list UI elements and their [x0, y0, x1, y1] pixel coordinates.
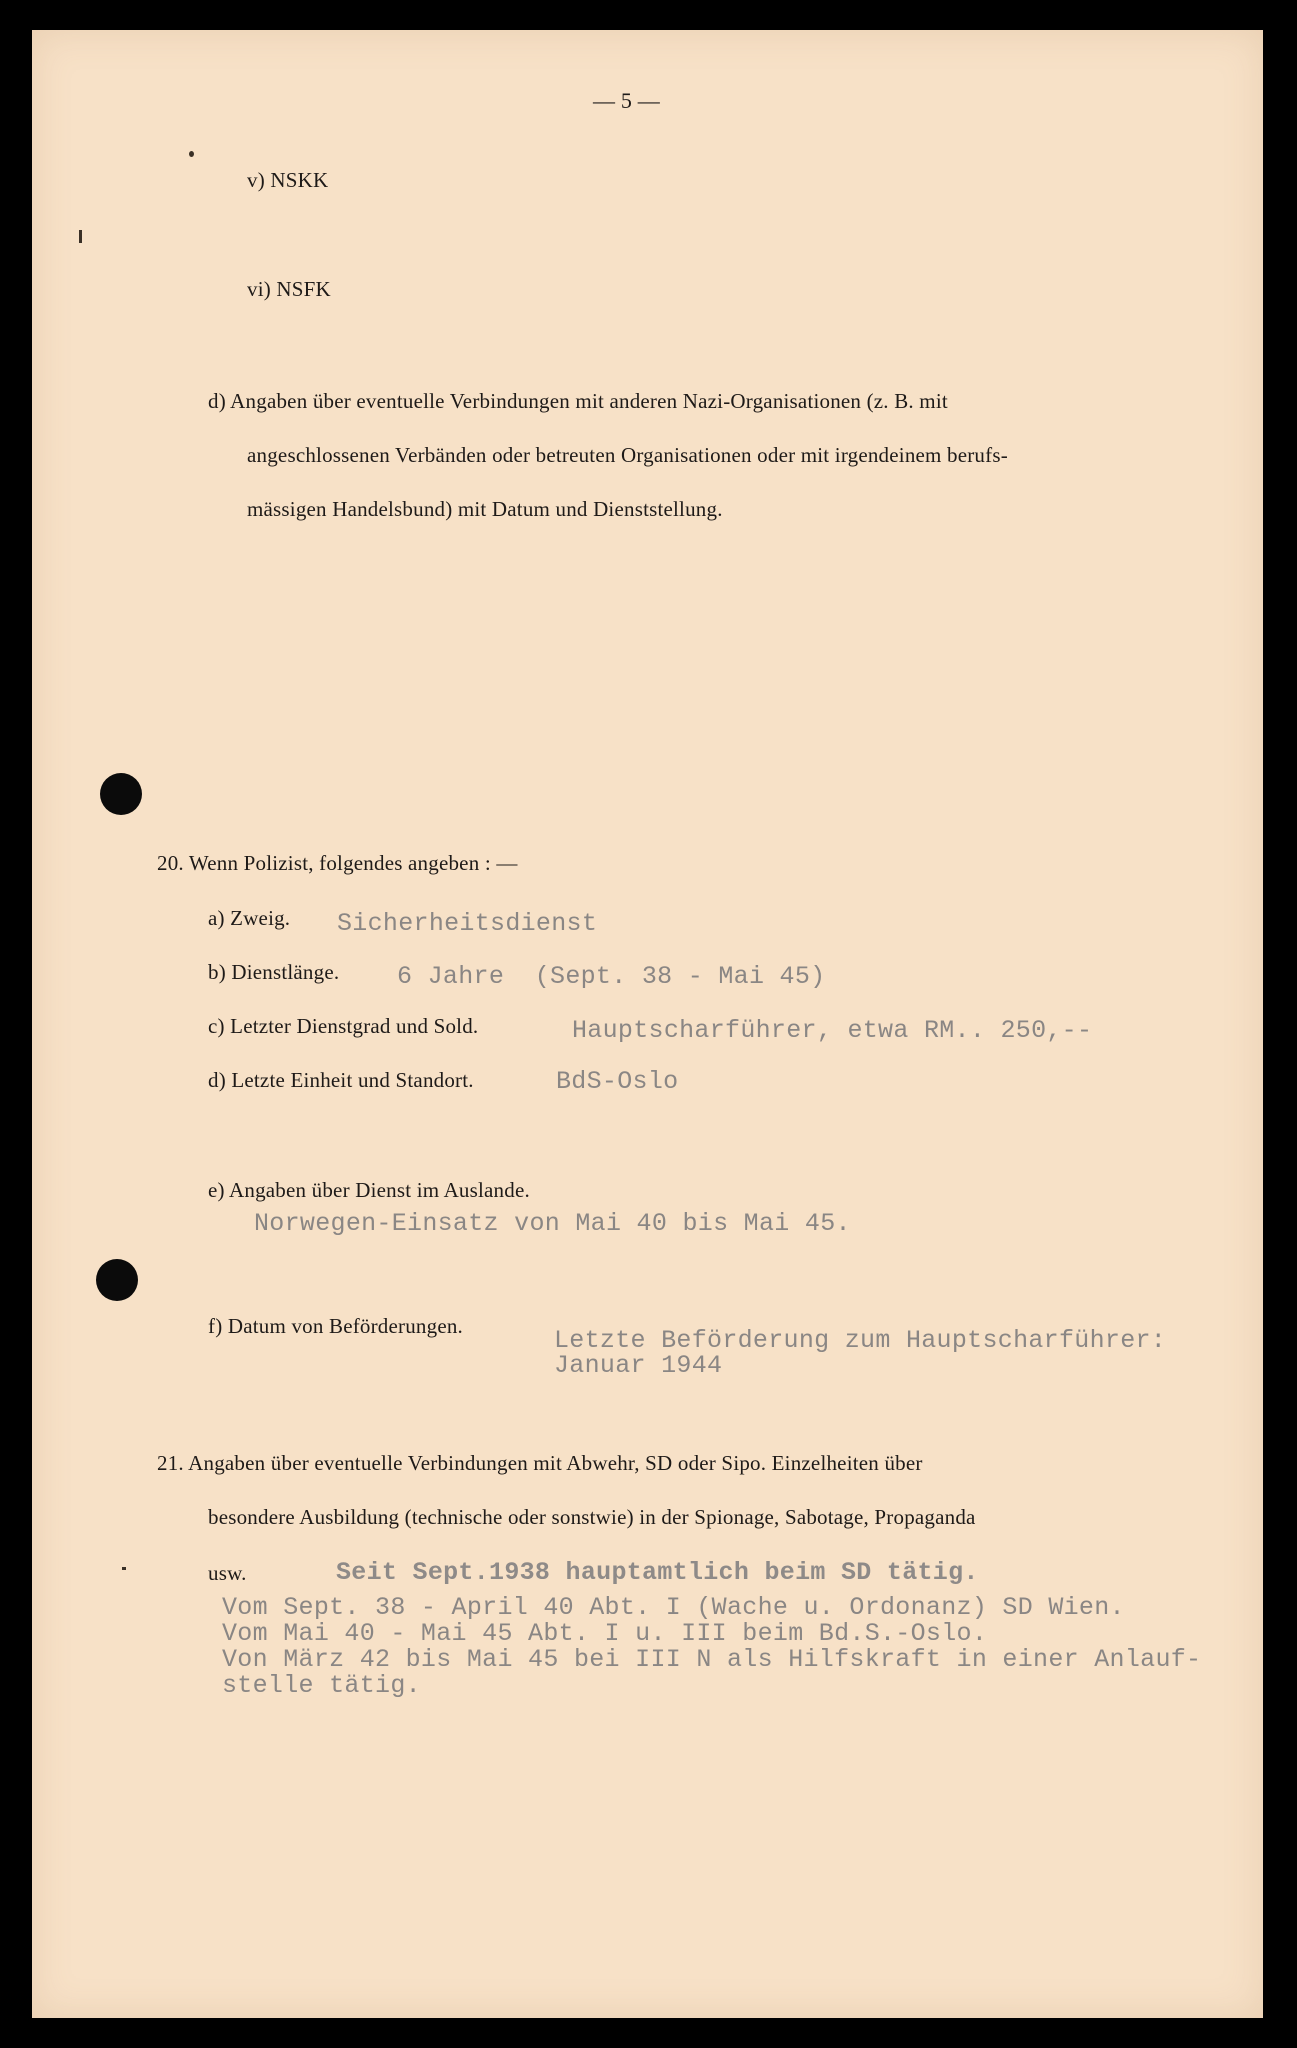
question-21-line2: besondere Ausbildung (technische oder sonstwie) in der Spionage, Sabotage, Propaganda — [208, 1505, 976, 1529]
q20-c-label: c) Letzter Dienstgrad und Sold. — [208, 1014, 479, 1038]
question-21-line1: 21. Angaben über eventuelle Verbindungen mit Abwehr, SD oder Sipo. Einzelheiten über — [157, 1451, 923, 1475]
q21-typed-line2: Vom Mai 40 - Mai 45 Abt. I u. III beim Bd.S.-Oslo. — [222, 1619, 988, 1648]
q20-e-value: Norwegen-Einsatz von Mai 40 bis Mai 45. — [254, 1209, 851, 1238]
item-d-line1: d) Angaben über eventuelle Verbindungen mit anderen Nazi-Organisationen (z. B. mit — [208, 389, 948, 413]
q20-d-value: BdS-Oslo — [556, 1067, 679, 1096]
q21-typed-line1: Vom Sept. 38 - April 40 Abt. I (Wache u. Ordonanz) SD Wien. — [222, 1593, 1125, 1622]
item-d-line3: mässigen Handelsbund) mit Datum und Dienststellung. — [247, 497, 723, 521]
q20-b-value: 6 Jahre (Sept. 38 - Mai 45) — [397, 962, 826, 991]
question-21-line3: usw. — [208, 1561, 247, 1585]
paper-speck — [189, 151, 194, 157]
punch-hole-top — [100, 773, 142, 815]
q20-f-value-line1: Letzte Beförderung zum Hauptscharführer: — [554, 1326, 1167, 1355]
q21-typed-line4: stelle tätig. — [222, 1671, 421, 1700]
q20-a-value: Sicherheitsdienst — [337, 909, 598, 938]
q20-e-label: e) Angaben über Dienst im Auslande. — [208, 1178, 530, 1202]
q20-f-value-line2: Januar 1944 — [554, 1351, 723, 1380]
q20-f-label: f) Datum von Beförderungen. — [208, 1314, 463, 1338]
q20-a-label: a) Zweig. — [208, 906, 291, 930]
q20-d-label: d) Letzte Einheit und Standort. — [208, 1068, 474, 1092]
item-d-line2: angeschlossenen Verbänden oder betreuten Organisationen oder mit irgendeinem berufs- — [247, 443, 1008, 467]
paper-speck — [122, 1567, 126, 1570]
paper-speck — [79, 230, 82, 243]
item-vi-nsfk: vi) NSFK — [247, 277, 331, 301]
q21-typed-line3: Von März 42 bis Mai 45 bei III N als Hilfskraft in einer Anlauf- — [222, 1645, 1202, 1674]
q20-c-value: Hauptscharführer, etwa RM.. 250,-- — [572, 1016, 1093, 1045]
item-v-nskk: v) NSKK — [247, 168, 329, 192]
q20-b-label: b) Dienstlänge. — [208, 960, 340, 984]
q21-typed-summary: Seit Sept.1938 hauptamtlich beim SD tätig. — [336, 1558, 979, 1587]
page-number: — 5 — — [593, 88, 660, 113]
punch-hole-bottom — [96, 1259, 138, 1301]
question-20-heading: 20. Wenn Polizist, folgendes angeben : — — [157, 851, 518, 875]
